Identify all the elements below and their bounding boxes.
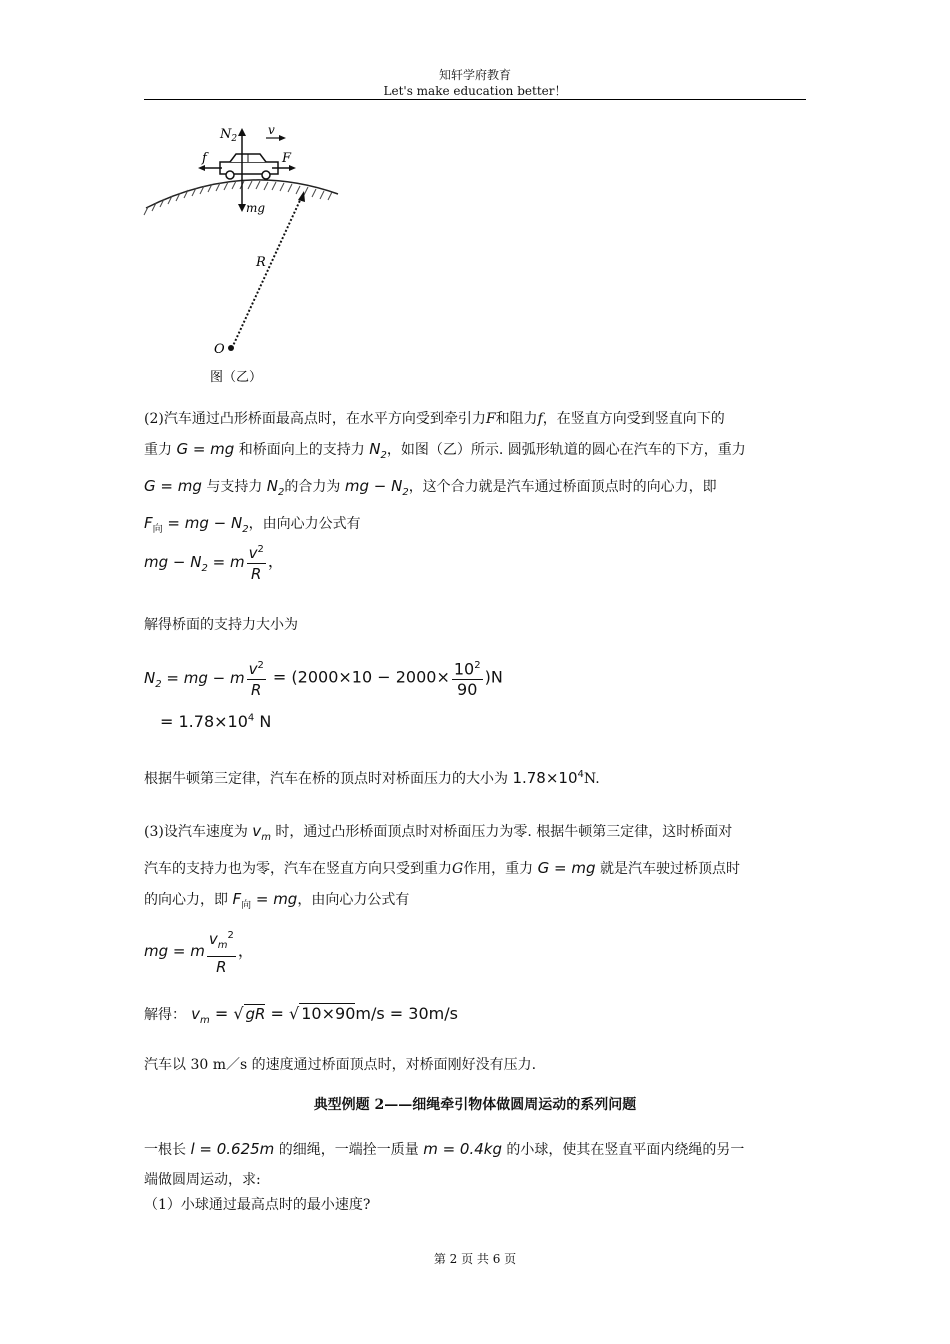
equation-2: $N_2$ = mg − m $\frac{v^2}{R}$ = (2000×10 − 2000× $\frac{10^2}{90}$ )N xyxy=(144,656,503,700)
example2-question-1: （1）小球通过最高点时的最小速度? xyxy=(144,1197,371,1213)
equation-3: = $1.78\times 10^4$ N xyxy=(160,712,272,731)
newton-paragraph: 根据牛顿第三定律，汽车在桥的顶点时对桥面压力的大小为 $1.78\times 10^4N$. xyxy=(144,769,600,787)
label-mg: mg xyxy=(246,201,266,215)
car-icon xyxy=(220,154,278,179)
bridge-diagram xyxy=(142,120,342,390)
equation-5: 解得： $v_m$ = √ gR = √ 10×90m/s = 30m/s xyxy=(144,1004,458,1026)
header-slogan: Let's make education better！ xyxy=(383,84,567,98)
part2-paragraph: (2)汽车通过凸形桥面最高点时，在水平方向受到牵引力F和阻力f，在竖直方向受到竖直向下的 重力 G = mg 和桥面向上的支持力 $N_2$，如图（乙）所示. 圆弧形轨道的圆心在汽车的下方，重力 G = mg 与支持力 $N_2$的合力为 mg − $N_2$，这个合力就是汽车通过桥面顶点时的向心力，即 $F_向$ = mg − $N_2$，由向心力公式有 xyxy=(144,411,746,535)
part3-conclusion: 汽车以 30 m／s 的速度通过桥面顶点时，对桥面刚好没有压力. xyxy=(144,1057,537,1073)
label-N2: $N_2$ xyxy=(220,127,238,144)
header-rule xyxy=(144,99,806,100)
bridge-figure xyxy=(142,120,342,390)
label-R: R xyxy=(256,255,266,270)
solve-text: 解得桥面的支持力大小为 xyxy=(144,617,298,633)
header-org: 知轩学府教育 xyxy=(438,68,511,82)
label-v: v xyxy=(268,123,275,137)
equation-1: mg − $N_2 = m$ $\frac{v^2}{R}$ ， xyxy=(144,540,284,584)
label-f: f xyxy=(202,151,207,166)
figure-caption: 图（乙） xyxy=(210,370,263,385)
label-F: F xyxy=(282,151,292,166)
page-footer: 第 2 页 共 6 页 xyxy=(433,1252,517,1266)
part3-paragraph: (3)设汽车速度为 $v_m$ 时，通过凸形桥面顶点时对桥面压力为零. 根据牛顿第三定律，这时桥面对 汽车的支持力也为零，汽车在竖直方向只受到重力G作用，重力 G = mg 就是汽车驶过桥顶点时 的向心力，即 $F_向$ = mg，由向心力公式有 xyxy=(144,822,740,911)
equation-4: mg = m $\frac{v_m^2}{R}$ ， xyxy=(144,926,254,977)
label-O: O xyxy=(214,342,225,357)
example2-title: 典型例题 2——细绳牵引物体做圆周运动的系列问题 xyxy=(313,1097,637,1113)
example2-problem: 一根长 l = 0.625m 的细绳，一端拴一质量 m = 0.4kg 的小球，使其在竖直平面内绕绳的另一 端做圆周运动，求: xyxy=(144,1140,745,1188)
